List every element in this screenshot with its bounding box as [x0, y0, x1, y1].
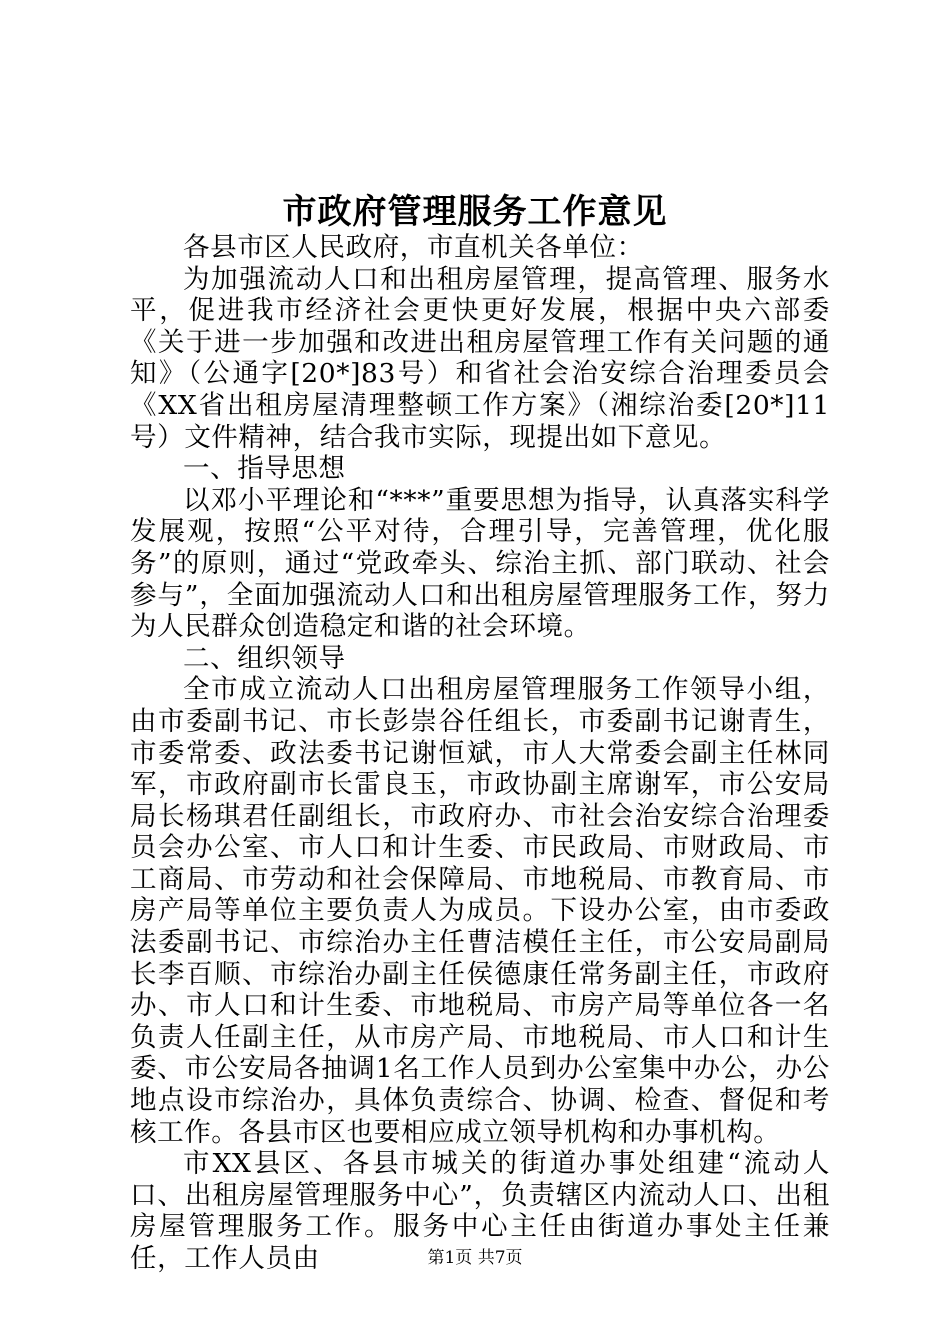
organization-paragraph: 全市成立流动人口出租房屋管理服务工作领导小组，由市委副书记、市长彭崇谷任组长，市委副书记谢青生，市委常委、政法委书记谢恒斌，市人大常委会副主任林同军，市政府副市长雷良玉，市政协副主席谢军，市公安局局长杨琪君任副组长，市政府办、市社会治安综合治理委员会办公室、市人口和计生委、市民政局、市财政局、市工商局、市劳动和社会保障局、市地税局、市教育局、市房产局等单位主要负责人为成员。下设办公室，由市委政法委副书记、市综治办主任曹洁模任主任，市公安局副局长李百顺、市综治办副主任侯德康任常务副主任，市政府办、市人口和计生委、市地税局、市房产局等单位各一名负责人任副主任，从市房产局、市地税局、市人口和计生委、市公安局各抽调1名工作人员到办公室集中办公，办公地点设市综治办，具体负责综合、协调、检查、督促和考核工作。各县市区也要相应成立领导机构和办事机构。 [130, 674, 830, 1148]
salutation-paragraph: 各县市区人民政府，市直机关各单位： [183, 232, 644, 263]
intro-paragraph: 为加强流动人口和出租房屋管理，提高管理、服务水平，促进我市经济社会更快更好发展，根据中央六部委《关于进一步加强和改进出租房屋管理工作有关问题的通知》（公通字[20*]83号）和省社会治安综合治理委员会《XX省出租房屋清理整顿工作方案》（湘综治委[20*]11号）文件精神，结合我市实际，现提出如下意见。 [130, 263, 830, 453]
guiding-ideology-paragraph: 以邓小平理论和“***”重要思想为指导，认真落实科学发展观，按照“公平对待，合理引导，完善管理，优化服务”的原则，通过“党政牵头、综治主抓、部门联动、社会参与”，全面加强流动人口和出租房屋管理服务工作，努力为人民群众创造稳定和谐的社会环境。 [130, 484, 830, 643]
section-heading-organization: 二、组织领导 [183, 642, 346, 674]
service-center-paragraph: 市XX县区、各县市城关的街道办事处组建“流动人口、出租房屋管理服务中心”，负责辖区内流动人口、出租房屋管理服务工作。服务中心主任由街道办事处主任兼任，工作人员由 [130, 1148, 830, 1274]
page-number-footer: 第1页 共7页 [427, 1248, 523, 1268]
section-heading-guiding-ideology: 一、指导思想 [183, 453, 346, 485]
document-title: 市政府管理服务工作意见 [282, 192, 668, 232]
document-body [130, 232, 830, 1275]
